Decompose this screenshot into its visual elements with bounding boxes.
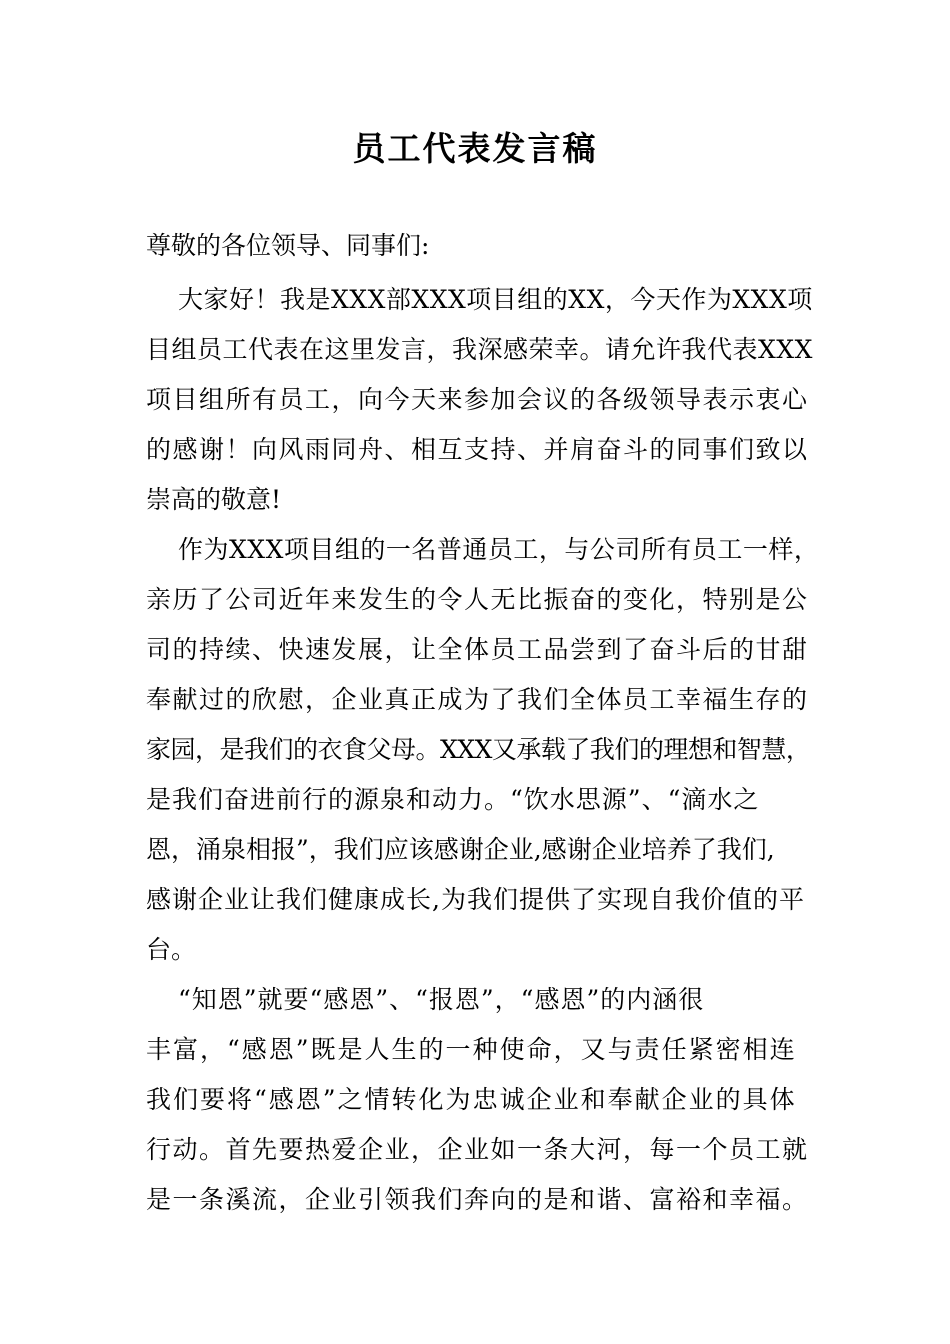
paragraph-2-line-7: 恩，涌泉相报”，我们应该感谢企业,感谢企业培养了我们, [146, 835, 775, 864]
paragraph-1-line-2: 目组员工代表在这里发言，我深感荣幸。请允许我代表XXX [146, 335, 813, 364]
paragraph-2-line-4: 奉献过的欣慰，企业真正成为了我们全体员工幸福生存的 [146, 685, 809, 714]
paragraph-3-line-5: 是一条溪流，企业引领我们奔向的是和谐、富裕和幸福。 [146, 1185, 809, 1214]
paragraph-3-line-2: 丰富，“感恩”既是人生的一种使命，又与责任紧密相连 [146, 1035, 797, 1064]
paragraph-1-line-4: 的感谢！向风雨同舟、相互支持、并肩奋斗的同事们致以 [146, 435, 809, 464]
paragraph-1-line-3: 项目组所有员工，向今天来参加会议的各级领导表示衷心 [146, 385, 809, 414]
paragraph-2-line-1: 作为XXX项目组的一名普通员工，与公司所有员工一样， [178, 535, 820, 564]
paragraph-1-line-5: 崇高的敬意! [146, 485, 282, 514]
paragraph-2-line-8: 感谢企业让我们健康成长,为我们提供了实现自我价值的平 [146, 885, 805, 914]
document-title: 员工代表发言稿 [352, 129, 598, 168]
salutation-line: 尊敬的各位领导、同事们: [146, 231, 430, 260]
paragraph-3-line-4: 行动。首先要热爱企业，企业如一条大河，每一个员工就 [146, 1135, 809, 1164]
paragraph-3-line-3: 我们要将“感恩”之情转化为忠诚企业和奉献企业的具体 [146, 1085, 797, 1114]
paragraph-3-line-1: “知恩”就要“感恩”、“报恩”，“感恩”的内涵很 [178, 985, 705, 1014]
paragraph-2-line-3: 司的持续、快速发展，让全体员工品尝到了奋斗后的甘甜 [146, 635, 809, 664]
paragraph-1-line-1: 大家好！我是XXX部XXX项目组的XX，今天作为XXX项 [178, 285, 813, 314]
paragraph-2-line-2: 亲历了公司近年来发生的令人无比振奋的变化，特别是公 [146, 585, 809, 614]
paragraph-2-line-9: 台。 [146, 935, 197, 964]
paragraph-2-line-6: 是我们奋进前行的源泉和动力。“饮水思源”、“滴水之 [146, 785, 760, 814]
paragraph-2-line-5: 家园，是我们的衣食父母。XXX又承载了我们的理想和智慧， [146, 735, 811, 764]
